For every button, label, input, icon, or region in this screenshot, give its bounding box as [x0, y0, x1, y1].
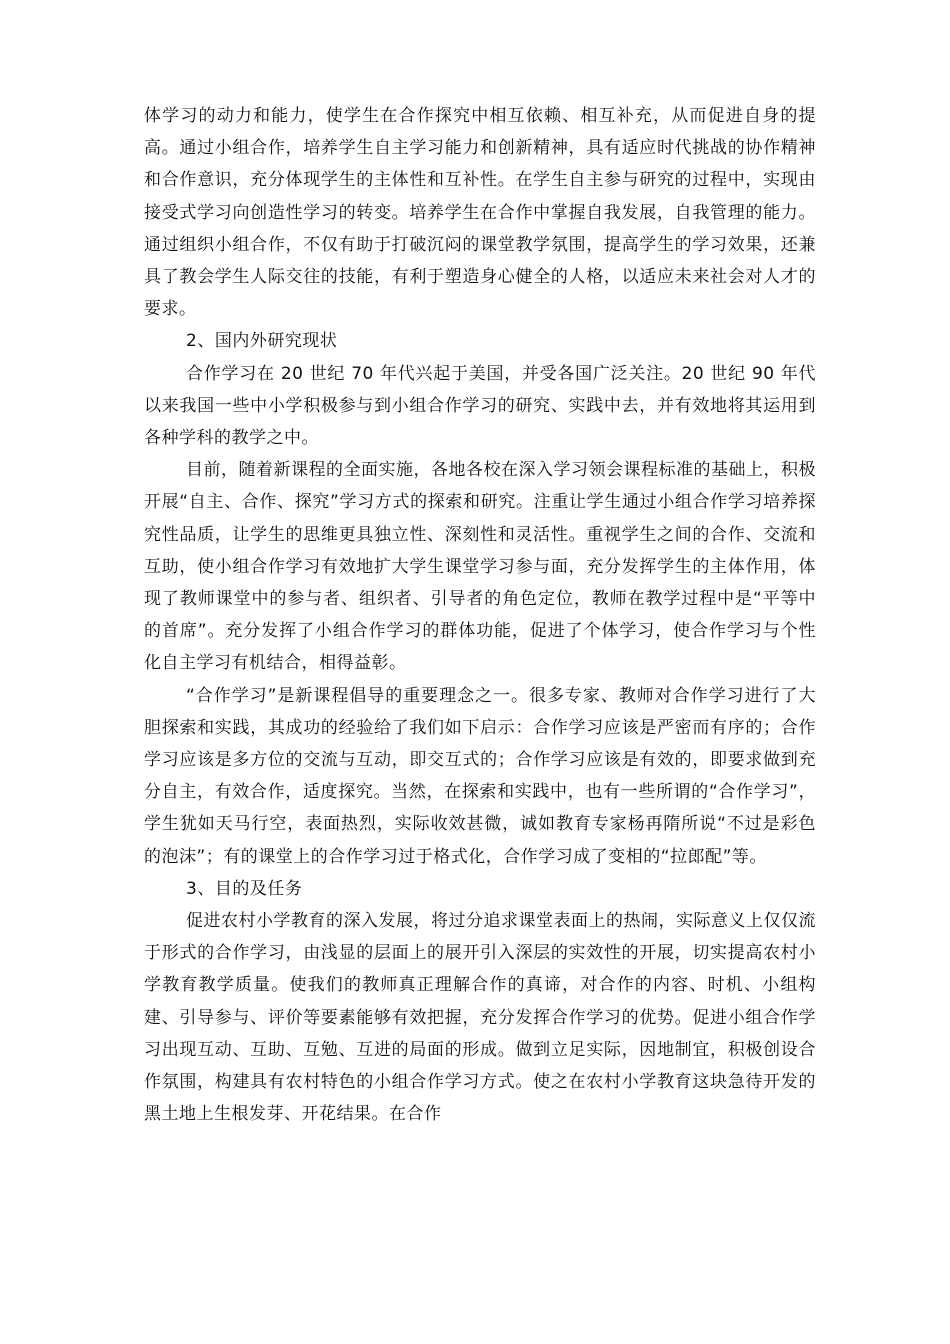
section-heading-goals-tasks: 3、目的及任务: [186, 878, 303, 899]
body-paragraph-3: 目前，随着新课程的全面实施，各地各校在深入学习领会课程标准的基础上，积极开展“自主、合作、探究”学习方式的探索和研究。注重让学生通过小组合作学习培养探究性品质，让学生的思维更具独立性、深刻性和灵活性。重视学生之间的合作、交流和互助，使小组合作学习有效地扩大学生课堂学习参与面，充分发挥学生的主体作用，体现了教师课堂中的参与者、组织者、引导者的角色定位，教师在教学过程中是“平等中的首席”。充分发挥了小组合作学习的群体功能，促进了个体学习，使合作学习与个性化自主学习有机结合，相得益彰。: [144, 460, 816, 674]
body-paragraph-4: “合作学习”是新课程倡导的重要理念之一。很多专家、教师对合作学习进行了大胆探索和实践，其成功的经验给了我们如下启示：合作学习应该是严密而有序的；合作学习应该是多方位的交流与互动，即交互式的；合作学习应该是有效的，即要求做到充分自主，有效合作，适度探究。当然，在探索和实践中，也有一些所谓的“合作学习”，学生犹如天马行空，表面热烈，实际收效甚微，诚如教育专家杨再隋所说“不过是彩色的泡沫”；有的课堂上的合作学习过于格式化，合作学习成了变相的“拉郎配”等。: [144, 685, 816, 867]
document-page: [144, 100, 816, 1131]
section-heading-research-status: 2、国内外研究现状: [186, 331, 338, 352]
body-paragraph-5: 促进农村小学教育的深入发展，将过分追求课堂表面上的热闹，实际意义上仅仅流于形式的合作学习，由浅显的层面上的展开引入深层的实效性的开展，切实提高农村小学教育教学质量。使我们的教师真正理解合作的真谛，对合作的内容、时机、小组构建、引导参与、评价等要素能够有效把握，充分发挥合作学习的优势。促进小组合作学习出现互动、互助、互勉、互进的局面的形成。做到立足实际，因地制宜，积极创设合作氛围，构建具有农村特色的小组合作学习方式。使之在农村小学教育这块急待开发的黑土地上生根发芽、开花结果。在合作: [144, 911, 816, 1125]
body-paragraph-2: 合作学习在 20 世纪 70 年代兴起于美国，并受各国广泛关注。20 世纪 90 年代以来我国一些中小学积极参与到小组合作学习的研究、实践中去，并有效地将其运用到各种学科的教学之中。: [144, 363, 816, 449]
body-paragraph-1: 体学习的动力和能力，使学生在合作探究中相互依赖、相互补充，从而促进自身的提高。通过小组合作，培养学生自主学习能力和创新精神，具有适应时代挑战的协作精神和合作意识，充分体现学生的主体性和互补性。在学生自主参与研究的过程中，实现由接受式学习向创造性学习的转变。培养学生在合作中掌握自我发展，自我管理的能力。通过组织小组合作，不仅有助于打破沉闷的课堂教学氛围，提高学生的学习效果，还兼具了教会学生人际交往的技能，有利于塑造身心健全的人格，以适应未来社会对人才的要求。: [144, 106, 816, 320]
